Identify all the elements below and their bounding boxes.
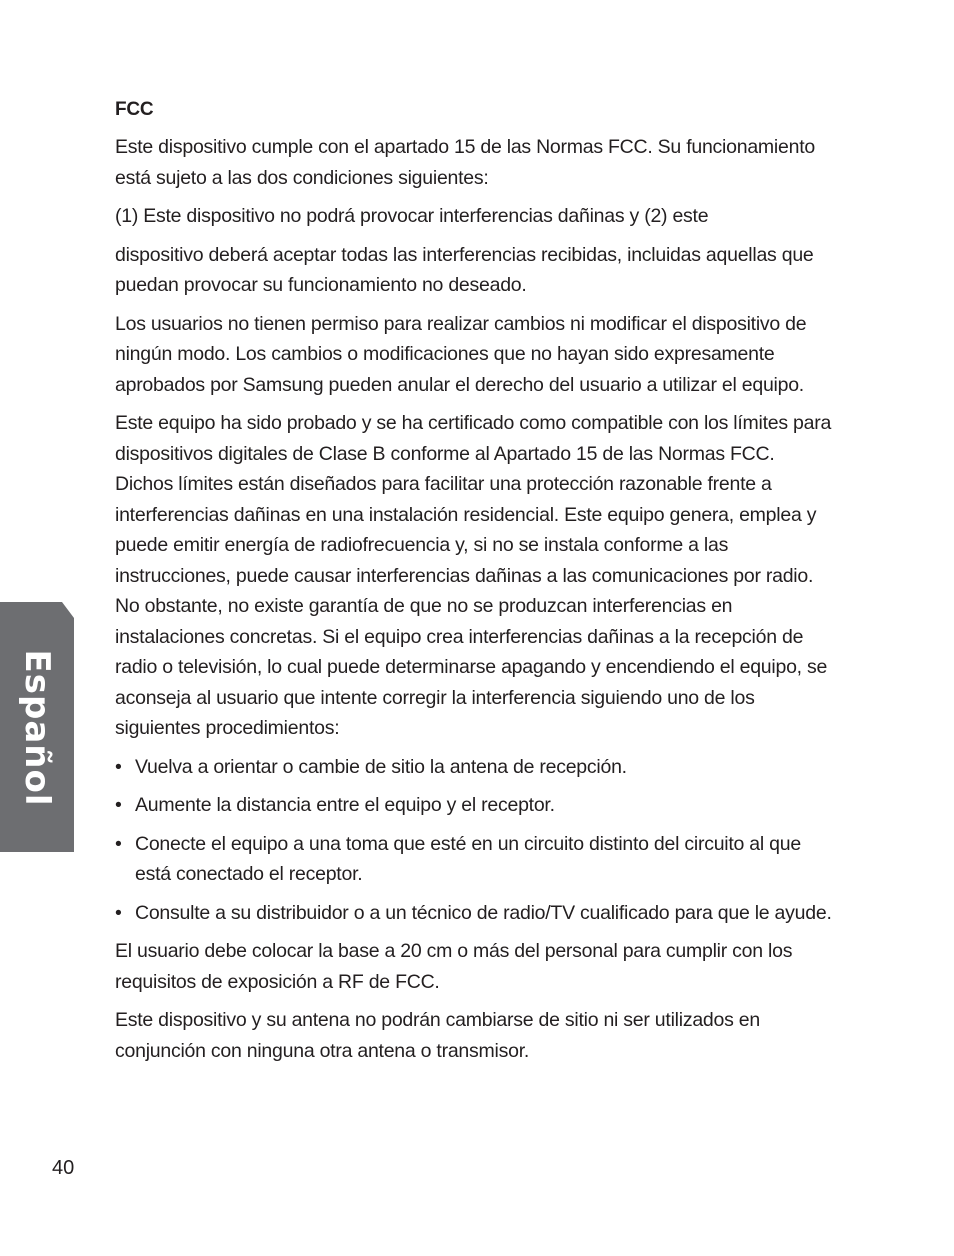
bullet-icon: • xyxy=(115,901,122,924)
paragraph-class-b-limits: Este equipo ha sido probado y se ha certificado como compatible con los límites para dispositivos digitales de Clase B conforme al Apartado 15 de las Normas FCC. Dichos límites están diseñados para facilitar una protección razonable frente a interferencias dañinas en una instalación residencial. Este equipo genera, emplea y puede emitir energía de radiofrecuencia y, si no se instala conforme a las instrucciones, puede causar interferencias dañinas a las comunicaciones por radio. No obstante, no existe garantía de que no se produzcan interferencias en instalaciones concretas. Si el equipo crea interferencias dañinas a la recepción de radio o televisión, lo cual puede determinarse apagando y encendiendo el equipo, se aconseja al usuario que intente corregir la interferencia siguiendo uno de los siguientes procedimientos: xyxy=(115,412,832,739)
paragraph-condition-2: dispositivo deberá aceptar todas las interferencias recibidas, incluidas aquellas que puedan provocar su funcionamiento no deseado. xyxy=(115,243,814,296)
procedures-list xyxy=(115,752,835,929)
paragraph-modifications: Los usuarios no tienen permiso para realizar cambios ni modificar el dispositivo de ningún modo. Los cambios o modificaciones que no hayan sido expresamente aprobados por Samsung pueden anular el derecho del usuario a utilizar el equipo. xyxy=(115,312,807,396)
paragraph-antenna: Este dispositivo y su antena no podrán cambiarse de sitio ni ser utilizados en conjunción con ninguna otra antena o transmisor. xyxy=(115,1009,760,1062)
section-heading: FCC xyxy=(115,99,154,120)
list-item xyxy=(115,898,835,929)
paragraph-compliance: Este dispositivo cumple con el apartado 15 de las Normas FCC. Su funcionamiento está sujeto a las dos condiciones siguientes: xyxy=(115,136,815,189)
list-item xyxy=(115,752,835,783)
list-item xyxy=(115,790,835,821)
list-item-text: Consulte a su distribuidor o a un técnico de radio/TV cualificado para que le ayude. xyxy=(135,901,832,924)
list-item xyxy=(115,829,835,890)
fcc-section xyxy=(115,96,835,1074)
paragraph-rf-exposure: El usuario debe colocar la base a 20 cm o más del personal para cumplir con los requisitos de exposición a RF de FCC. xyxy=(115,940,793,993)
language-tab-label: Español xyxy=(17,649,57,807)
page-number: 40 xyxy=(52,1157,75,1179)
list-item-text: Aumente la distancia entre el equipo y el receptor. xyxy=(135,794,555,816)
paragraph-condition-1: (1) Este dispositivo no podrá provocar interferencias dañinas y (2) este xyxy=(115,205,709,227)
list-item-text: Vuelva a orientar o cambie de sitio la antena de recepción. xyxy=(135,755,627,778)
list-item-text: Conecte el equipo a una toma que esté en un circuito distinto del circuito al que está conectado el receptor. xyxy=(135,832,801,885)
bullet-icon: • xyxy=(115,794,122,816)
bullet-icon: • xyxy=(115,832,122,855)
bullet-icon: • xyxy=(115,755,122,778)
